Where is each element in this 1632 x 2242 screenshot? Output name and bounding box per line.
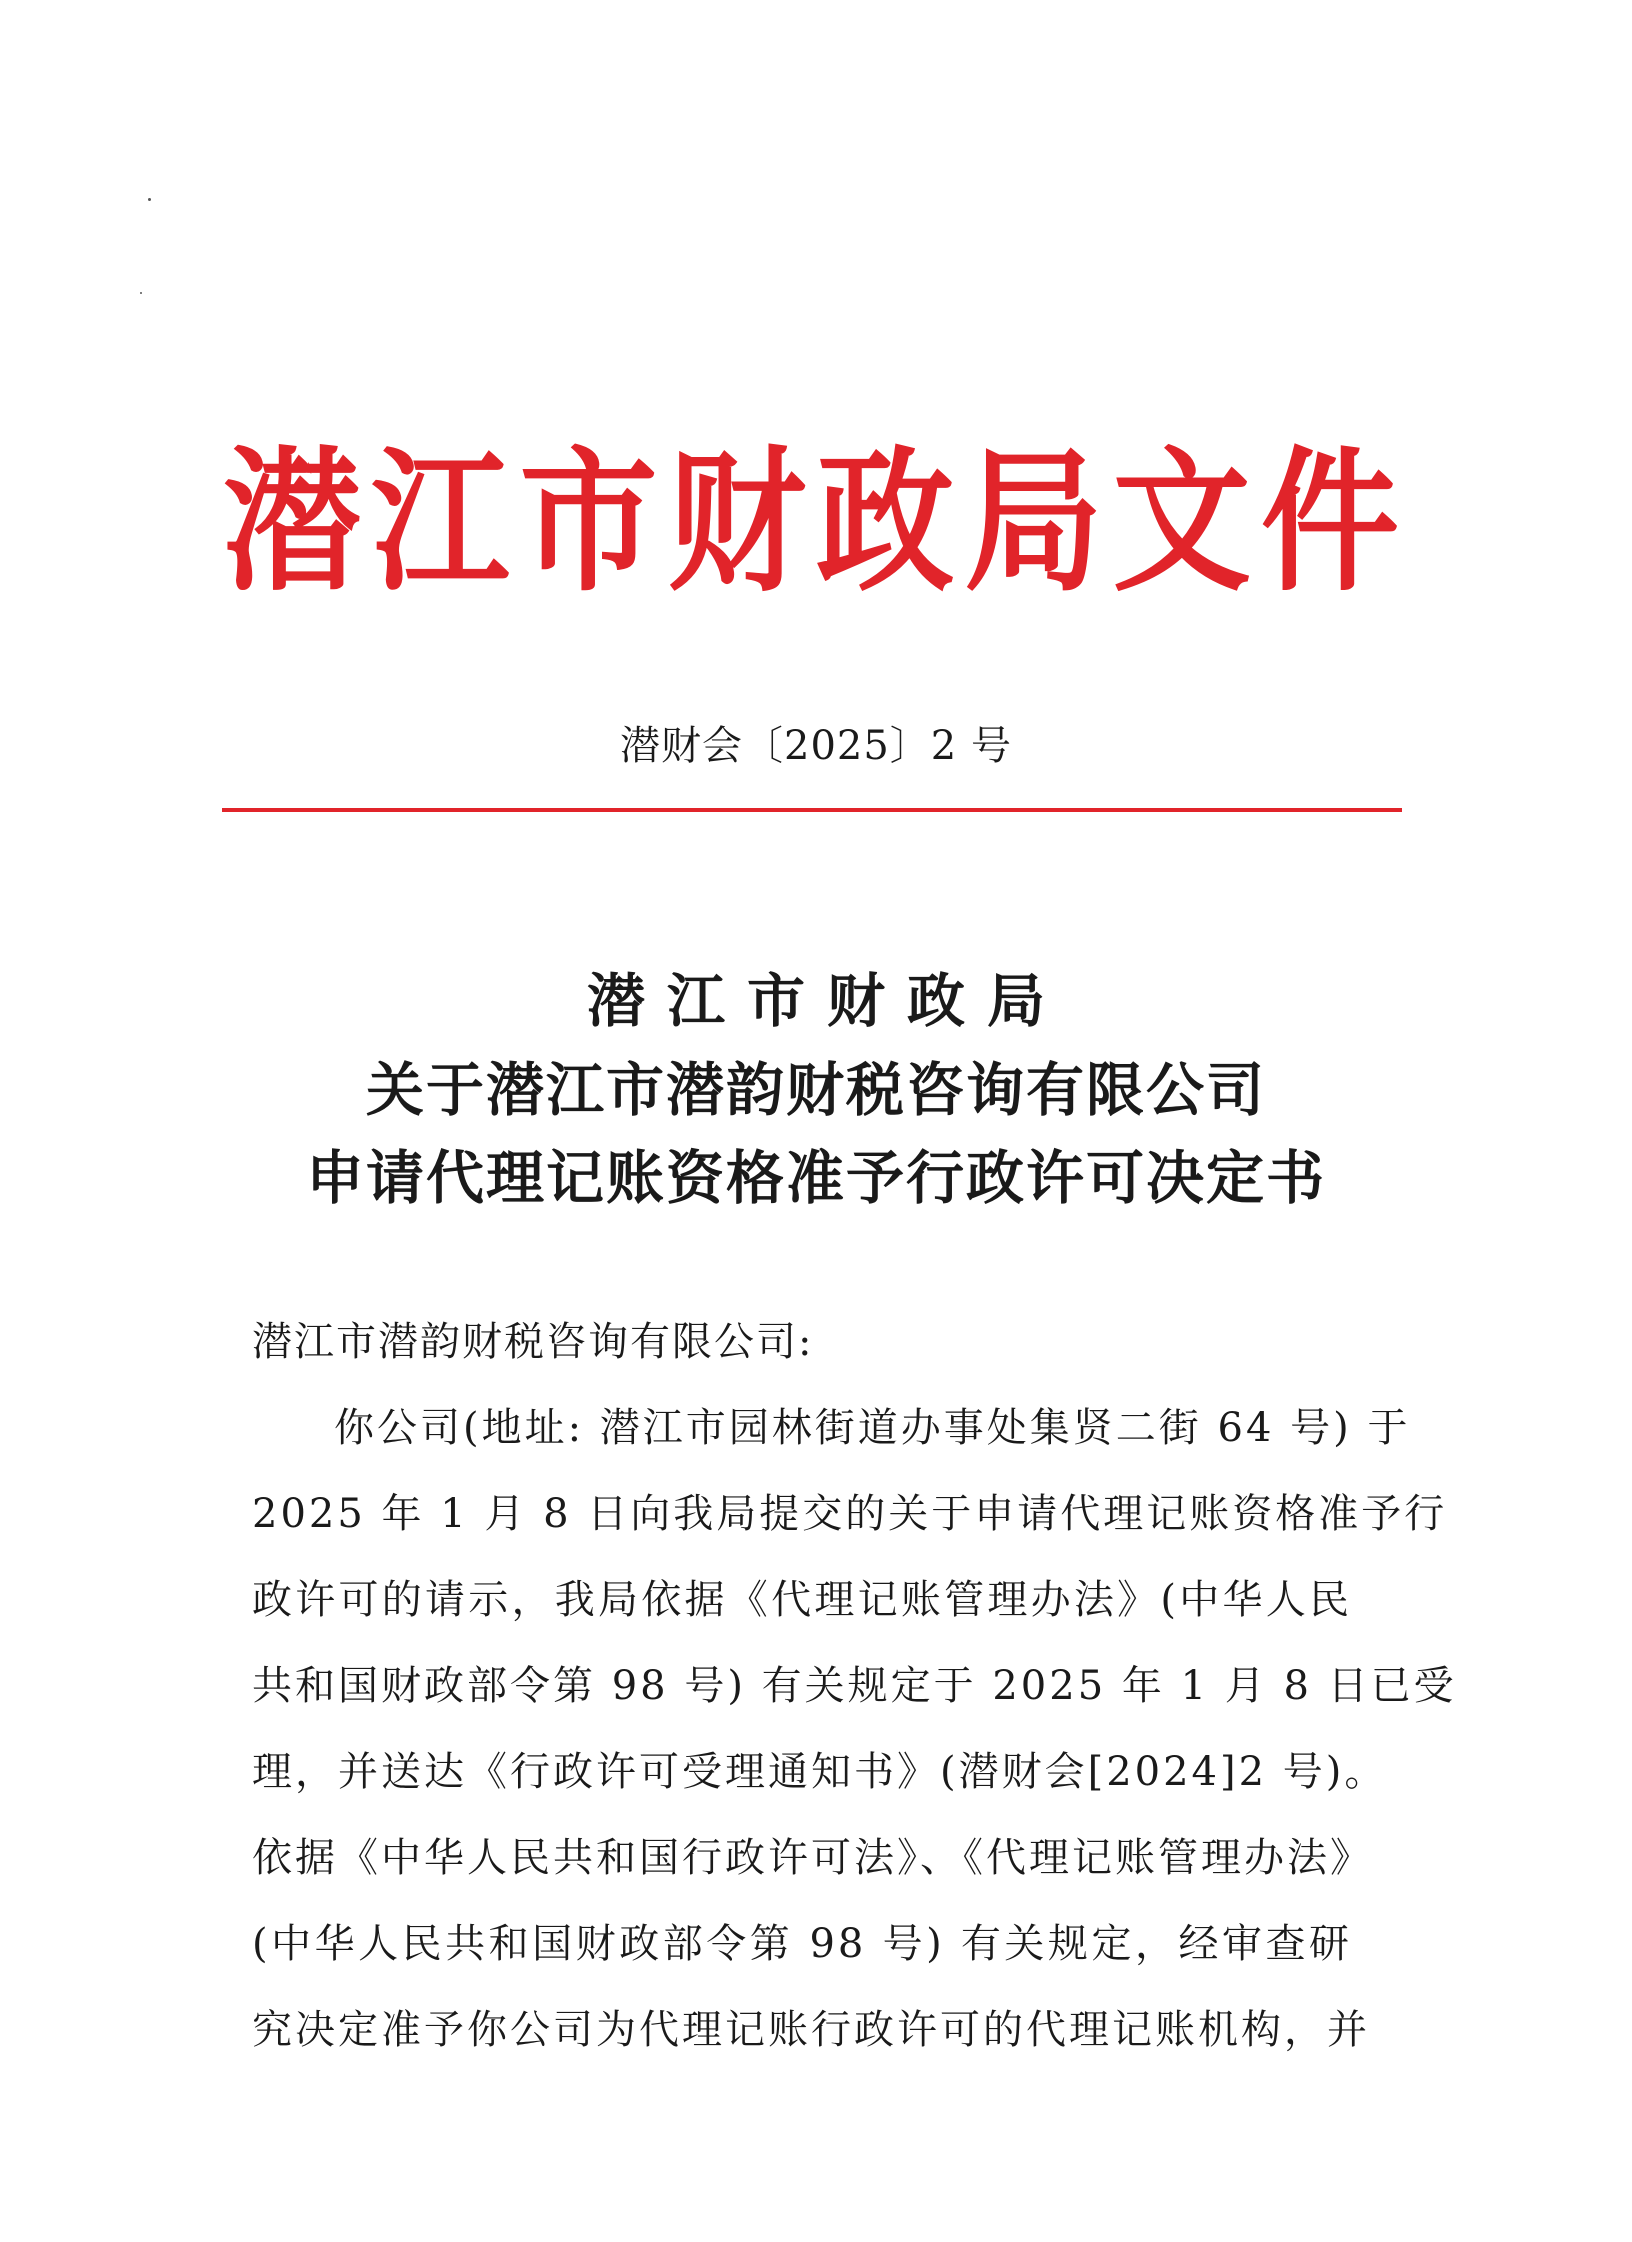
body-line: 依据《中华人民共和国行政许可法》、《代理记账管理办法》 <box>252 1835 1373 1881</box>
header-char: 局 <box>964 430 1103 613</box>
header-char: 件 <box>1260 430 1399 613</box>
header-char: 文 <box>1112 430 1251 613</box>
body-line: 共和国财政部令第 98 号) 有关规定于 2025 年 1 月 8 日已受 <box>252 1663 1457 1709</box>
document-header-title <box>222 432 1400 612</box>
body-line: 理，并送达《行政许可受理通知书》(潜财会[2024]2 号)。 <box>252 1749 1388 1795</box>
scan-speck <box>140 292 142 294</box>
body-line: 你公司(地址: 潜江市园林街道办事处集贤二街 64 号) 于 <box>334 1405 1411 1451</box>
title-decision: 申请代理记账资格准予行政许可决定书 <box>305 1144 1326 1212</box>
scan-speck <box>148 198 151 201</box>
header-char: 潜 <box>222 430 361 613</box>
body-line: 政许可的请示，我局依据《代理记账管理办法》(中华人民 <box>252 1577 1352 1623</box>
title-issuer: 潜江市财政局 <box>586 967 1067 1035</box>
header-char: 政 <box>816 430 955 613</box>
document-number: 潜财会〔2025〕2 号 <box>620 723 1012 769</box>
red-divider-line <box>222 808 1402 812</box>
title-subject: 关于潜江市潜韵财税咨询有限公司 <box>365 1056 1266 1124</box>
header-char: 市 <box>519 430 658 613</box>
body-line: (中华人民共和国财政部令第 98 号) 有关规定，经审查研 <box>252 1921 1352 1967</box>
header-char: 财 <box>667 430 806 613</box>
salutation: 潜江市潜韵财税咨询有限公司: <box>252 1319 814 1365</box>
body-line: 究决定准予你公司为代理记账行政许可的代理记账机构，并 <box>252 2007 1370 2053</box>
body-line: 2025 年 1 月 8 日向我局提交的关于申请代理记账资格准予行 <box>252 1491 1448 1537</box>
header-char: 江 <box>371 430 510 613</box>
